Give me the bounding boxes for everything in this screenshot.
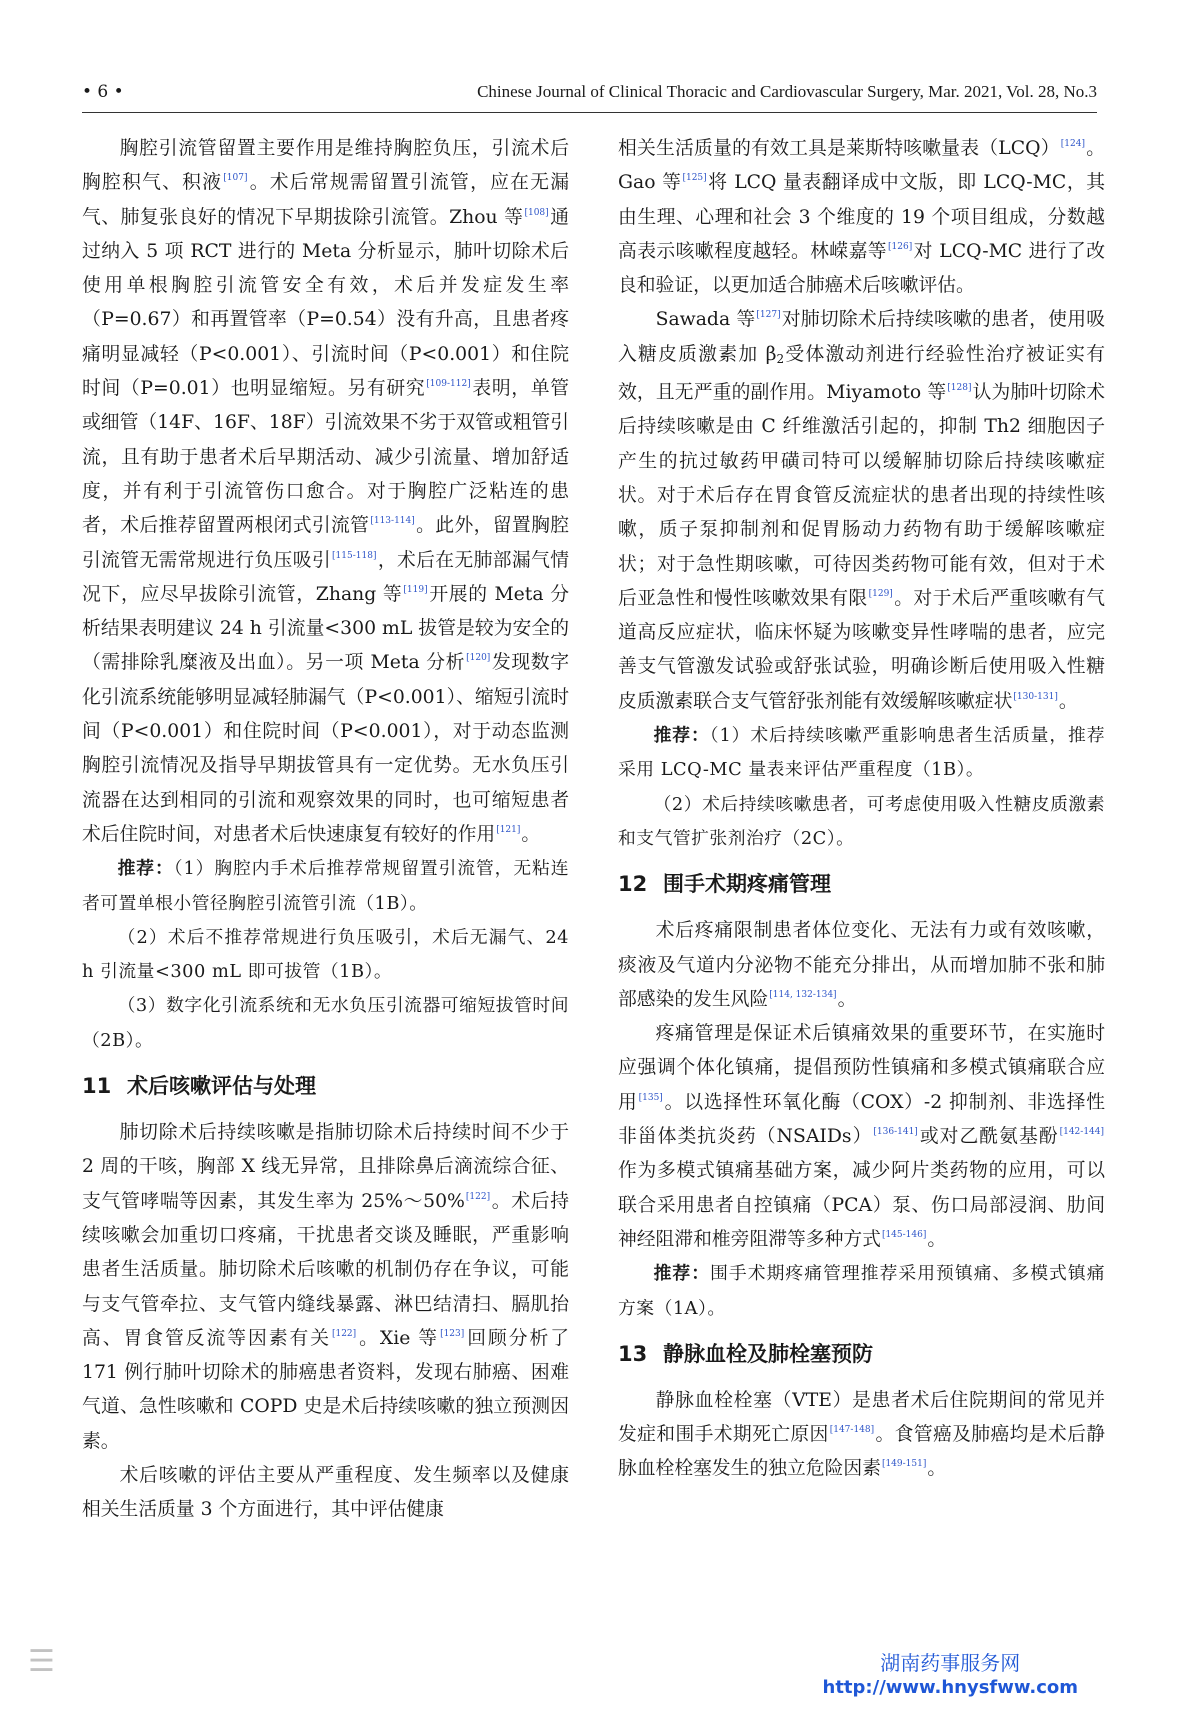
text: 回顾分析了 171 例行肺叶切除术的肺癌患者资料，发现右肺癌、困难气道、急性咳嗽和 COPD 史是术后持续咳嗽的独立预测因素。 xyxy=(82,1327,570,1452)
text: 。以选择性环氧化酶（COX）-2 抑制剂、非选择性非甾体类抗炎药（NSAIDs） xyxy=(618,1091,1105,1148)
citation[interactable]: [145-146] xyxy=(881,1229,927,1240)
citation[interactable]: [126] xyxy=(888,241,913,252)
section-heading-12 xyxy=(618,868,1105,900)
text: 发现数字化引流系统能够明显减轻肺漏气（P<0.001）、缩短引流时间（P<0.001）和住院时间（P<0.001），对于动态监测胸腔引流情况及指导早期拔管具有一定优势。无水负压引流器在达到相同的引流和观察效果的同时，也可缩短患者术后住院时间，对患者术后快速康复有较好的作用 xyxy=(82,652,570,845)
recommendation-pain xyxy=(618,1257,1105,1326)
text: 胸腔引流管留置主要作用是维持胸腔负压，引流术后胸腔积气、积液 xyxy=(82,138,569,194)
text: 。Xie 等 xyxy=(357,1327,440,1349)
citation[interactable]: [130-131] xyxy=(1013,691,1058,702)
text: 表明，单管或细管（14F、16F、18F）引流效果不劣于双管或粗管引流，且有助于患者术后早期活动、减少引流量、增加舒适度，并有利于引流管伤口愈合。对于胸腔广泛粘连的患者，术后推荐留置两根闭式引流管 xyxy=(82,378,569,537)
text: ，术后在无肺部漏气情况下，应尽早拔除引流管，Zhang 等 xyxy=(82,549,570,605)
text: 对肺切除术后持续咳嗽的患者，使用吸入糖皮质激素加 β xyxy=(618,309,1105,365)
text: 相关生活质量的有效工具是莱斯特咳嗽量表（LCQ） xyxy=(618,138,1060,159)
running-header: Chinese Journal of Clinical Thoracic and Cardiovascular Surgery, Mar. 2021, Vol. 28, No.3 xyxy=(477,82,1097,101)
section-number: 11 xyxy=(82,1074,112,1099)
section-title: 围手术期疼痛管理 xyxy=(663,872,831,897)
recommendation-label: 推荐： xyxy=(653,725,710,747)
section-number: 12 xyxy=(618,872,648,897)
paragraph-pain-management xyxy=(618,1017,1105,1257)
section-heading-11 xyxy=(82,1070,569,1102)
text: 肺切除术后持续咳嗽是指肺切除术后持续时间不少于 2 周的干咳，胸部 X 线无异常，且排除鼻后滴流综合征、支气管哮喘等因素，其发生率为 25%～50% xyxy=(82,1122,569,1212)
paragraph-lcq xyxy=(618,132,1105,303)
recommendation-item: （2）术后持续咳嗽患者，可考虑使用吸入性糖皮质激素和支气管扩张剂治疗（2C）。 xyxy=(618,793,1105,849)
recommendation-3 xyxy=(82,989,569,1058)
text: 。 xyxy=(521,823,541,845)
section-heading-13 xyxy=(618,1338,1105,1370)
right-column xyxy=(618,132,1105,1487)
recommendation-item: （3）数字化引流系统和无水负压引流器可缩短拔管时间（2B）。 xyxy=(82,995,569,1051)
text: Sawada 等 xyxy=(655,309,756,331)
watermark-url[interactable]: http://www.hnysfww.com xyxy=(822,1677,1078,1698)
left-column xyxy=(82,132,569,1528)
paragraph-cough xyxy=(82,1116,569,1459)
citation[interactable]: [108] xyxy=(524,207,549,218)
text: 。Gao 等 xyxy=(618,138,1105,194)
text: 对 LCQ-MC 进行了改良和验证，以更加适合肺癌术后咳嗽评估。 xyxy=(618,240,1105,297)
text: 静脉血栓栓塞（VTE）是患者术后住院期间的常见并发症和围手术期死亡原因 xyxy=(618,1389,1105,1446)
text: 。 xyxy=(927,1228,947,1250)
text: 。对于术后严重咳嗽有气道高反应症状，临床怀疑为咳嗽变异性哮喘的患者，应完善支气管激发试验或舒张试验，明确诊断后使用吸入性糖皮质激素联合支气管舒张剂能有效缓解咳嗽症状 xyxy=(618,587,1106,712)
paragraph-cough-assessment: 术后咳嗽的评估主要从严重程度、发生频率以及健康相关生活质量 3 个方面进行，其中评估健康 xyxy=(82,1464,569,1521)
citation[interactable]: [128] xyxy=(947,383,972,394)
citation[interactable]: [136-141] xyxy=(873,1127,918,1138)
citation[interactable]: [109-112] xyxy=(426,379,471,390)
citation[interactable]: [119] xyxy=(403,584,428,595)
recommendation-label: 推荐： xyxy=(117,858,174,880)
paragraph-vte xyxy=(618,1384,1105,1487)
text: 。术后持续咳嗽会加重切口疼痛，干扰患者交谈及睡眠，严重影响患者生活质量。肺切除术后咳嗽的机制仍存在争议，可能与支气管牵拉、支气管内缝线暴露、淋巴结清扫、膈肌抬高、胃食管反流等因素有关 xyxy=(82,1190,569,1349)
text: 或对乙酰氨基酚 xyxy=(918,1126,1059,1148)
text: 认为肺叶切除术后持续咳嗽是由 C 纤维激活引起的，抑制 Th2 细胞因子产生的抗过敏药甲磺司特可以缓解肺切除后持续咳嗽症状。对于术后存在胃食管反流症状的患者出现的持续性咳嗽，质子泵抑制剂和促胃肠动力药物有助于缓解咳嗽症状；对于急性期咳嗽，可待因类药物可能有效，但对于术后亚急性和慢性咳嗽效果有限 xyxy=(618,382,1105,609)
recommendation-cough-2 xyxy=(618,788,1105,857)
recommendation-1 xyxy=(82,852,569,921)
citation[interactable]: [107] xyxy=(223,173,248,184)
text: 将 LCQ 量表翻译成中文版，即 LCQ-MC，其由生理、心理和社会 3 个维度的 19 个项目组成，分数越高表示咳嗽程度越轻。林嵘嘉等 xyxy=(618,172,1105,262)
citation[interactable]: [113-114] xyxy=(370,516,415,527)
text: 术后疼痛限制患者体位变化、无法有力或有效咳嗽，痰液及气道内分泌物不能充分排出，从而增加肺不张和肺部感染的发生风险 xyxy=(618,920,1105,1010)
publisher-logo-icon: ☰ xyxy=(28,1644,55,1679)
citation[interactable]: [121] xyxy=(496,824,521,835)
citation[interactable]: [124] xyxy=(1060,139,1085,149)
watermark[interactable] xyxy=(823,1651,1078,1701)
citation[interactable]: [115-118] xyxy=(332,550,377,561)
text: 。 xyxy=(837,988,857,1010)
recommendation-label: 推荐： xyxy=(653,1263,711,1285)
citation[interactable]: [142-144] xyxy=(1059,1127,1105,1138)
recommendation-2 xyxy=(82,921,569,990)
text: 。此外，留置胸腔引流管无需常规进行负压吸引 xyxy=(82,515,570,571)
text: 作为多模式镇痛基础方案，减少阿片类药物的应用，可以联合采用患者自控镇痛（PCA）泵、伤口局部浸润、肋间神经阻滞和椎旁阻滞等多种方式 xyxy=(618,1160,1105,1250)
citation[interactable]: [149-151] xyxy=(881,1459,927,1470)
text: 。 xyxy=(927,1458,947,1480)
text: 。 xyxy=(1058,690,1078,712)
section-number: 13 xyxy=(618,1341,648,1366)
text: 。食管癌及肺癌均是术后静脉血栓栓塞发生的独立危险因素 xyxy=(618,1424,1106,1480)
header-rule xyxy=(82,112,1097,113)
recommendation-item: （1）胸腔内手术后推荐常规留置引流管，无粘连者可置单根小管径胸腔引流管引流（1B）。 xyxy=(82,858,569,914)
recommendation-cough-1 xyxy=(618,719,1105,788)
citation[interactable]: [135] xyxy=(638,1092,663,1103)
text: 通过纳入 5 项 RCT 进行的 Meta 分析显示，肺叶切除术后使用单根胸腔引流管安全有效，术后并发症发生率（P=0.67）和再置管率（P=0.54）没有升高，且患者疼痛明显减轻（P<0.001）、引流时间（P<0.001）和住院时间（P=0.01）也明显缩短。另有研究 xyxy=(82,206,569,400)
page-number: • 6 • xyxy=(82,82,124,102)
paragraph-treatment xyxy=(618,303,1105,719)
subscript: 2 xyxy=(776,351,785,366)
watermark-name: 湖南药事服务网 xyxy=(880,1651,1021,1675)
citation[interactable]: [147-148] xyxy=(829,1425,875,1436)
paragraph-drainage xyxy=(82,132,569,852)
recommendation-item: （2）术后不推荐常规进行负压吸引，术后无漏气、24 h 引流量<300 mL 即可拔管（1B）。 xyxy=(82,926,569,983)
citation[interactable]: [123] xyxy=(440,1328,465,1339)
recommendation-item: （1）术后持续咳嗽严重影响患者生活质量，推荐采用 LCQ-MC 量表来评估严重程度（1B）。 xyxy=(618,725,1105,781)
citation[interactable]: [125] xyxy=(682,173,707,184)
citation[interactable]: [114, 132-134] xyxy=(769,989,837,1000)
recommendation-item: 围手术期疼痛管理推荐采用预镇痛、多模式镇痛方案（1A）。 xyxy=(618,1263,1105,1319)
text: 疼痛管理是保证术后镇痛效果的重要环节，在实施时应强调个体化镇痛，提倡预防性镇痛和多模式镇痛联合应用 xyxy=(618,1023,1105,1113)
paragraph-pain xyxy=(618,914,1105,1017)
citation[interactable]: [122] xyxy=(465,1191,491,1202)
text: 受体激动剂进行经验性治疗被证实有效，且无严重的副作用。Miyamoto 等 xyxy=(618,343,1105,404)
citation[interactable]: [120] xyxy=(466,653,491,664)
text: 。术后常规需留置引流管，应在无漏气、肺复张良好的情况下早期拔除引流管。Zhou 等 xyxy=(82,172,570,228)
section-title: 术后咳嗽评估与处理 xyxy=(127,1074,316,1099)
section-title: 静脉血栓及肺栓塞预防 xyxy=(663,1341,873,1366)
citation[interactable]: [127] xyxy=(756,310,781,321)
text: 开展的 Meta 分析结果表明建议 24 h 引流量<300 mL 拔管是较为安全的（需排除乳糜液及出血）。另一项 Meta 分析 xyxy=(82,583,569,674)
citation[interactable]: [129] xyxy=(868,588,893,599)
citation[interactable]: [122] xyxy=(331,1328,357,1339)
